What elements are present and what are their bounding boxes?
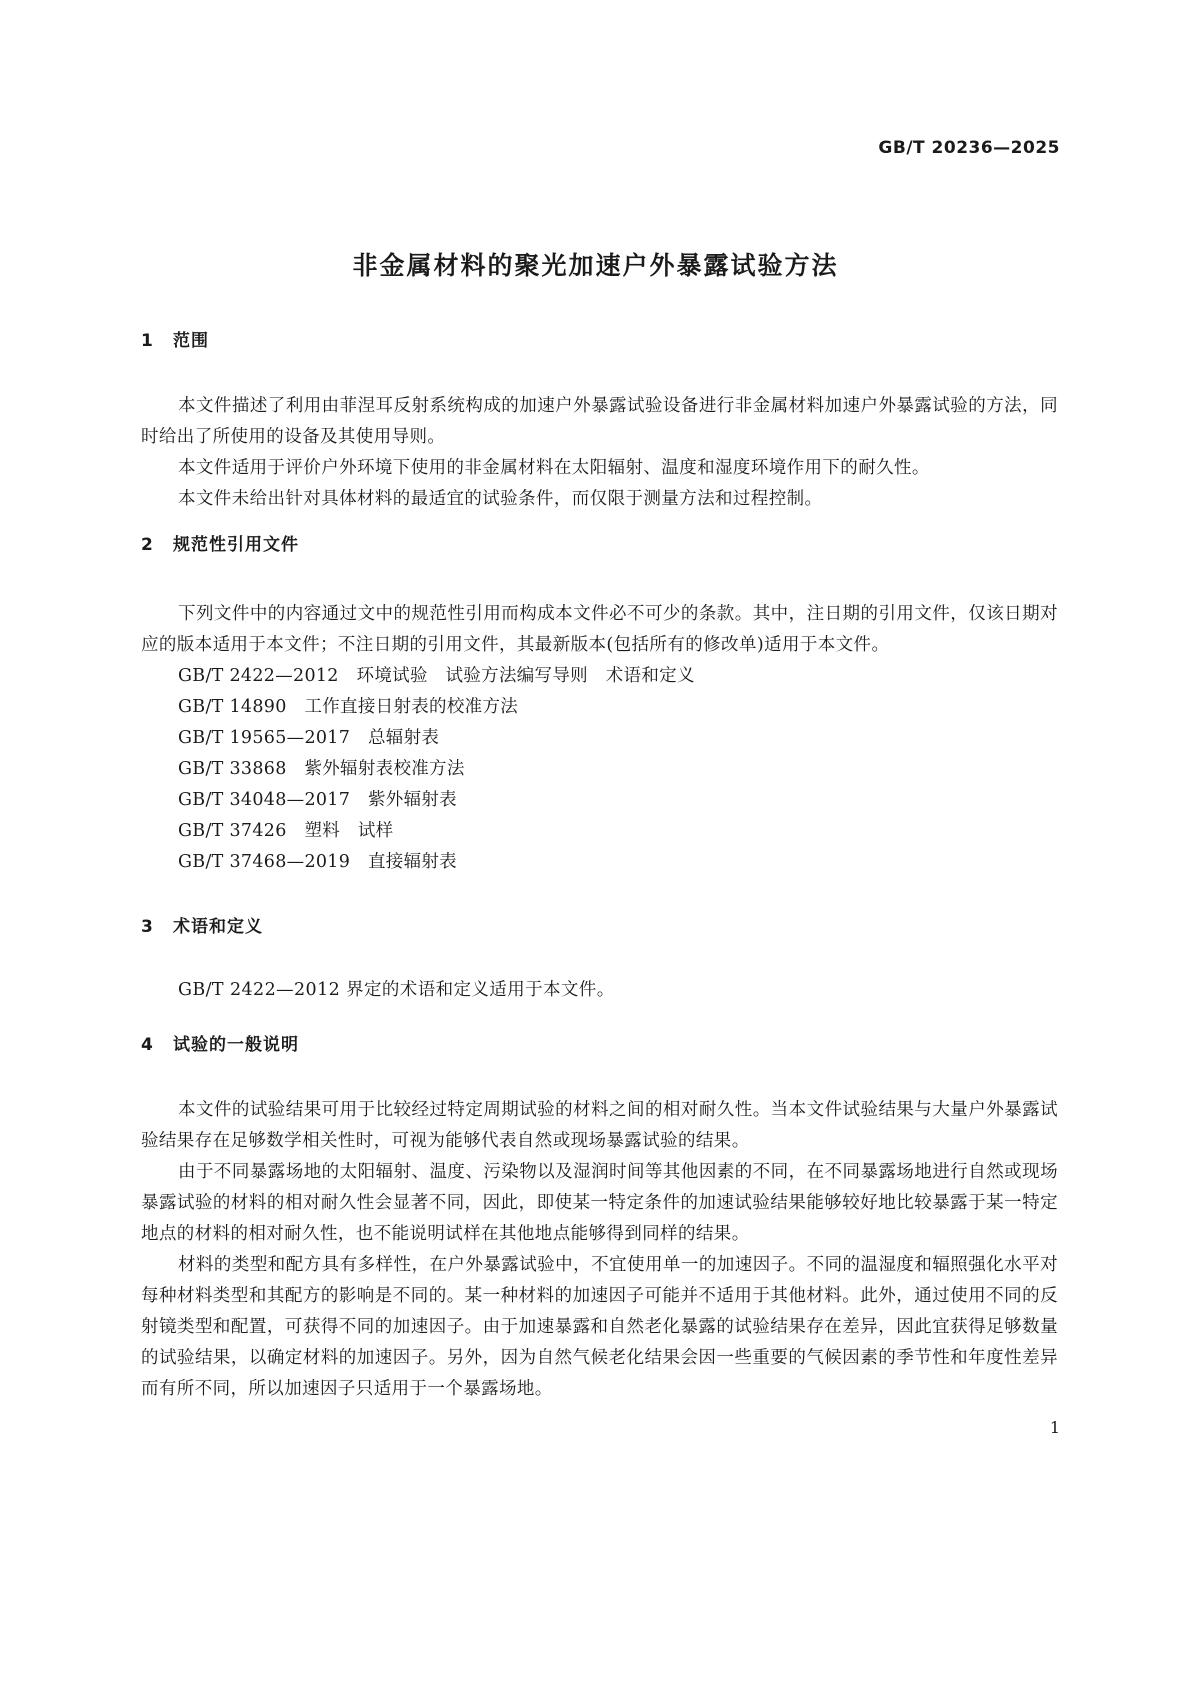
section-terms-definitions	[141, 912, 1058, 1006]
document-title: 非金属材料的聚光加速户外暴露试验方法	[352, 251, 839, 280]
reference-item: GB/T 37426 塑料 试样	[178, 821, 394, 841]
reference-item: GB/T 33868 紫外辐射表校准方法	[178, 759, 465, 779]
section-body	[141, 1095, 1058, 1405]
section-normative-references	[141, 530, 1058, 878]
section-title: 术语和定义	[173, 917, 263, 937]
reference-item: GB/T 34048—2017 紫外辐射表	[178, 790, 457, 810]
reference-item: GB/T 14890 工作直接日射表的校准方法	[178, 697, 519, 717]
reference-item: GB/T 19565—2017 总辐射表	[178, 728, 440, 748]
section-number: 3	[141, 917, 154, 937]
standard-code: GB/T 20236—2025	[878, 138, 1060, 158]
section-title: 范围	[173, 331, 209, 351]
section-body	[141, 599, 1058, 878]
section-general-description	[141, 1030, 1058, 1405]
paragraph: GB/T 2422—2012 界定的术语和定义适用于本文件。	[178, 980, 615, 1000]
paragraph: 本文件适用于评价户外环境下使用的非金属材料在太阳辐射、温度和湿度环境作用下的耐久性。	[178, 458, 930, 478]
section-heading	[141, 530, 1058, 555]
section-title: 试验的一般说明	[173, 1035, 299, 1055]
section-number: 2	[141, 535, 154, 555]
paragraph: 由于不同暴露场地的太阳辐射、温度、污染物以及湿润时间等其他因素的不同，在不同暴露场地进行自然或现场暴露试验的材料的相对耐久性会显著不同，因此，即使某一特定条件的加速试验结果能够较好地比较暴露于某一特定地点的材料的相对耐久性，也不能说明试样在其他地点能够得到同样的结果。	[141, 1162, 1058, 1244]
section-title: 规范性引用文件	[173, 535, 299, 555]
reference-item: GB/T 37468—2019 直接辐射表	[178, 852, 457, 872]
section-body	[141, 975, 1058, 1006]
section-body	[141, 391, 1058, 515]
section-heading	[141, 326, 1058, 351]
paragraph: 本文件描述了利用由菲涅耳反射系统构成的加速户外暴露试验设备进行非金属材料加速户外暴露试验的方法，同时给出了所使用的设备及其使用导则。	[141, 396, 1058, 447]
page-number: 1	[1049, 1418, 1060, 1437]
section-number: 1	[141, 331, 154, 351]
paragraph: 本文件未给出针对具体材料的最适宜的试验条件，而仅限于测量方法和过程控制。	[178, 489, 823, 509]
paragraph: 材料的类型和配方具有多样性，在户外暴露试验中，不宜使用单一的加速因子。不同的温湿度和辐照强化水平对每种材料类型和其配方的影响是不同的。某一种材料的加速因子可能并不适用于其他材料。此外，通过使用不同的反射镜类型和配置，可获得不同的加速因子。由于加速暴露和自然老化暴露的试验结果存在差异，因此宜获得足够数量的试验结果，以确定材料的加速因子。另外，因为自然气候老化结果会因一些重要的气候因素的季节性和年度性差异而有所不同，所以加速因子只适用于一个暴露场地。	[141, 1255, 1058, 1399]
section-heading	[141, 1030, 1058, 1055]
section-scope	[141, 326, 1058, 515]
section-number: 4	[141, 1035, 154, 1055]
paragraph: 下列文件中的内容通过文中的规范性引用而构成本文件必不可少的条款。其中，注日期的引用文件，仅该日期对应的版本适用于本文件；不注日期的引用文件，其最新版本(包括所有的修改单)适用于本文件。	[141, 604, 1058, 655]
reference-item: GB/T 2422—2012 环境试验 试验方法编写导则 术语和定义	[178, 666, 695, 686]
paragraph: 本文件的试验结果可用于比较经过特定周期试验的材料之间的相对耐久性。当本文件试验结果与大量户外暴露试验结果存在足够数学相关性时，可视为能够代表自然或现场暴露试验的结果。	[141, 1100, 1058, 1151]
section-heading	[141, 912, 1058, 937]
